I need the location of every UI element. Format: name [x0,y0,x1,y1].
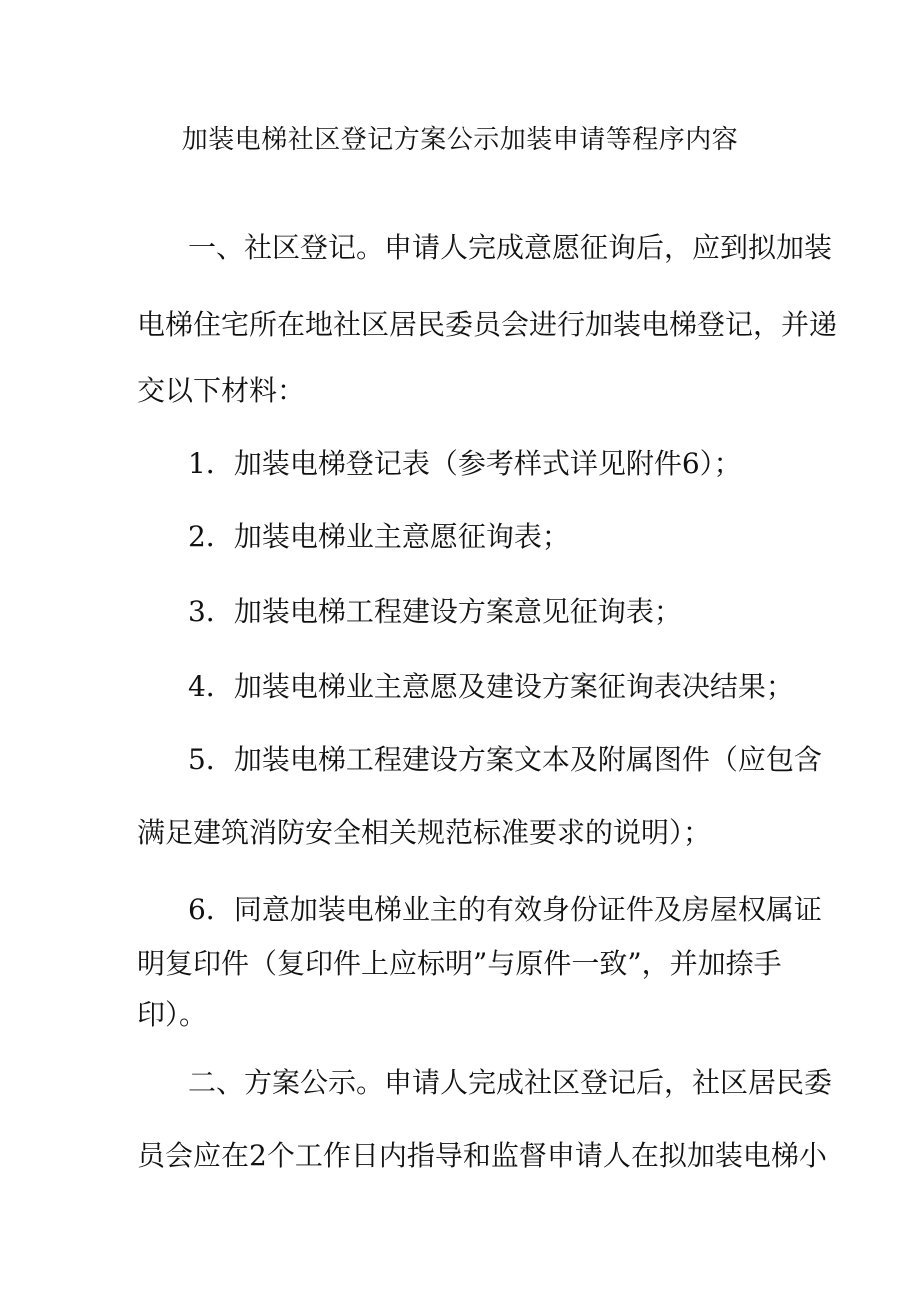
list-item: 5．加装电梯工程建设方案文本及附属图件（应包含 [188,743,822,776]
paragraph-line: 印）。 [137,998,208,1031]
paragraph-line: 员会应在2个工作日内指导和监督申请人在拟加装电梯小 [137,1139,827,1172]
list-item: 6．同意加装电梯业主的有效身份证件及房屋权属证 [188,893,822,926]
paragraph-line: 一、社区登记。申请人完成意愿征询后，应到拟加装 [188,231,833,264]
paragraph-line: 电梯住宅所在地社区居民委员会进行加装电梯登记，并递 [137,308,838,341]
list-item: 1．加装电梯登记表（参考样式详见附件6）； [188,447,742,480]
list-item: 2．加装电梯业主意愿征询表； [188,520,570,553]
list-item: 3．加装电梯工程建设方案意见征询表； [188,595,682,628]
paragraph-line: 满足建筑消防安全相关规范标准要求的说明）； [137,816,712,849]
paragraph-line: 交以下材料： [137,374,306,407]
paragraph-line: 明复印件（复印件上应标明”与原件一致”，并加捺手 [137,947,782,980]
paragraph-line: 二、方案公示。申请人完成社区登记后，社区居民委 [188,1066,833,1099]
document-title: 加装电梯社区登记方案公示加装申请等程序内容 [181,125,739,155]
list-item: 4．加装电梯业主意愿及建设方案征询表决结果； [188,670,794,703]
